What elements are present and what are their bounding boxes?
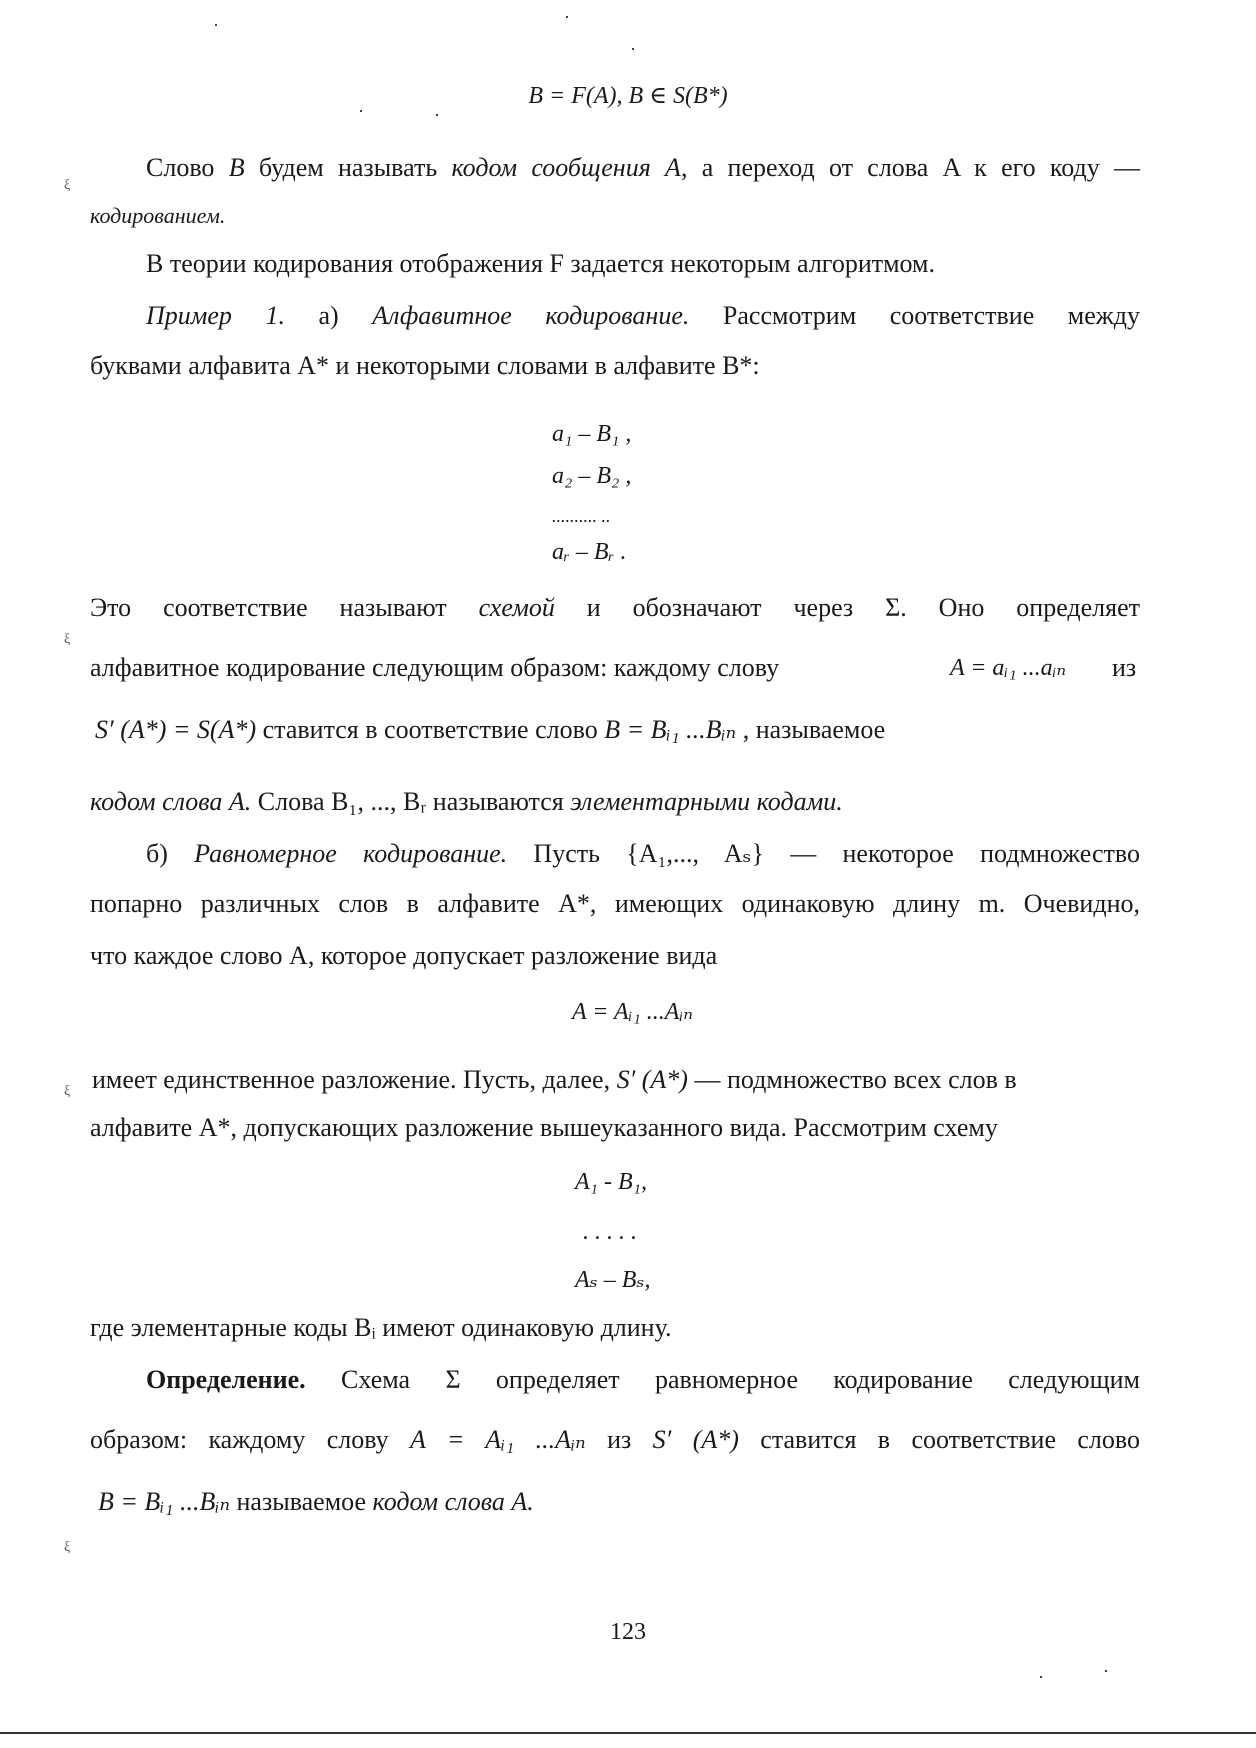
text: Слова B₁, ..., Bᵣ называются xyxy=(251,787,571,816)
margin-mark: ξ xyxy=(64,1540,71,1555)
term-scheme: схемой xyxy=(478,593,555,622)
formula-a-word: A = Aᵢ₁ ...Aᵢₙ xyxy=(410,1425,586,1454)
paragraph-5-line-1 xyxy=(92,1064,1017,1096)
text: а) xyxy=(284,301,373,330)
paragraph-1-line-1 xyxy=(90,152,1140,184)
text: ставится в соответствие слово xyxy=(256,715,605,744)
speck xyxy=(215,24,217,26)
paragraph-b-line-3: что каждое слово A, которое допускает разложение вида xyxy=(90,941,718,970)
margin-mark: ξ xyxy=(64,632,71,647)
speck xyxy=(632,48,634,50)
definition-line-2 xyxy=(90,1424,1140,1456)
formula-b-word: B = Bᵢ₁ ...Bᵢₙ xyxy=(604,715,737,744)
scheme1-row: .......... .. xyxy=(552,506,611,526)
text: ставится в соответствие слово xyxy=(738,1425,1140,1454)
var-b: B xyxy=(228,153,245,182)
paragraph-6: где элементарные коды Bᵢ имеют одинаковую длину. xyxy=(90,1313,672,1342)
speck xyxy=(566,16,568,18)
text: имеет единственное разложение. Пусть, далее, xyxy=(92,1065,617,1094)
text: Рассмотрим соответствие между xyxy=(689,301,1140,330)
text: , называемое xyxy=(736,715,886,744)
paragraph-b-line-2: попарно различных слов в алфавите A*, имеющих одинаковую длину m. Очевидно, xyxy=(90,889,1140,918)
text: из xyxy=(585,1425,653,1454)
definition-line-1 xyxy=(90,1364,1140,1396)
example-1-line-2: буквами алфавита A* и некоторыми словами в алфавите B*: xyxy=(90,351,760,380)
text: будем называть xyxy=(244,153,452,182)
example-title: Алфавитное кодирование. xyxy=(372,301,690,330)
margin-mark: ξ xyxy=(64,178,71,193)
formula-b-word: B = Bᵢ₁ ...Bᵢₙ xyxy=(98,1487,230,1516)
formula-s-prime: S′ (A*) xyxy=(652,1425,739,1454)
text: из xyxy=(1112,653,1137,682)
page-number: 123 xyxy=(610,1619,646,1645)
paragraph-3-line-2-text: алфавитное кодирование следующим образом: каждому слову xyxy=(90,653,780,682)
text: б) xyxy=(146,839,195,868)
text: Это соответствие называют xyxy=(90,593,479,622)
paragraph-4 xyxy=(90,786,843,818)
term-message-code: кодом сообщения A xyxy=(451,153,681,182)
text: Пусть {A₁,..., Aₛ} — некоторое подмножество xyxy=(507,839,1140,868)
scheme2-row: . . . . . xyxy=(583,1219,637,1245)
example-1-line-1 xyxy=(90,300,1140,332)
term-uniform-coding: Равномерное кодирование. xyxy=(194,839,508,868)
text: и обозначают через Σ. Оно определяет xyxy=(554,593,1140,622)
scheme2-row: Aₛ – Bₛ, xyxy=(575,1267,651,1293)
text: называемое xyxy=(230,1487,373,1516)
formula-top: B = F(A), B ∈ S(B*) xyxy=(528,83,728,109)
paragraph-3-line-3 xyxy=(95,714,885,746)
text: , а переход от слова A к его коду — xyxy=(680,153,1141,182)
scheme1-row: a₂ – B₂ , xyxy=(552,463,632,489)
speck xyxy=(436,114,438,116)
text: Схема Σ определяет равномерное кодирование следующим xyxy=(305,1365,1140,1394)
term-word-code: кодом слова A. xyxy=(372,1487,534,1516)
paragraph-5-line-2: алфавите A*, допускающих разложение вышеуказанного вида. Рассмотрим схему xyxy=(90,1113,998,1142)
scheme1-row: aᵣ – Bᵣ . xyxy=(552,539,627,565)
speck xyxy=(1105,1670,1107,1672)
term-word-code: кодом слова A. xyxy=(90,787,252,816)
speck xyxy=(1040,1676,1042,1678)
formula-decomposition: A = Aᵢ₁ ...Aᵢₙ xyxy=(572,999,693,1025)
paragraph-3-line-1 xyxy=(90,592,1140,624)
definition-line-3 xyxy=(98,1486,534,1518)
formula-s-prime: S′ (A*) xyxy=(616,1065,688,1094)
paragraph-2: В теории кодирования отображения F задается некоторым алгоритмом. xyxy=(146,249,936,278)
bottom-scan-rule xyxy=(0,1732,1256,1734)
paragraph-b-line-1 xyxy=(90,838,1140,870)
scheme1-row: a₁ – B₁ , xyxy=(552,421,632,447)
scheme2-row: A₁ - B₁, xyxy=(575,1169,647,1195)
speck xyxy=(360,110,362,112)
definition-label: Определение. xyxy=(146,1365,306,1394)
text: образом: каждому слову xyxy=(90,1425,411,1454)
text: — подмножество всех слов в xyxy=(687,1065,1017,1094)
example-label: Пример 1. xyxy=(146,301,285,330)
text: Слово xyxy=(146,153,229,182)
formula-a-word: A = aᵢ₁ ...aᵢₙ xyxy=(950,655,1067,681)
formula-s-prime: S′ (A*) = S(A*) xyxy=(95,715,257,744)
paragraph-1-line-2: кодированием. xyxy=(90,203,226,228)
term-elementary-codes: элементарными кодами. xyxy=(570,787,843,816)
margin-mark: ξ xyxy=(64,1084,71,1099)
